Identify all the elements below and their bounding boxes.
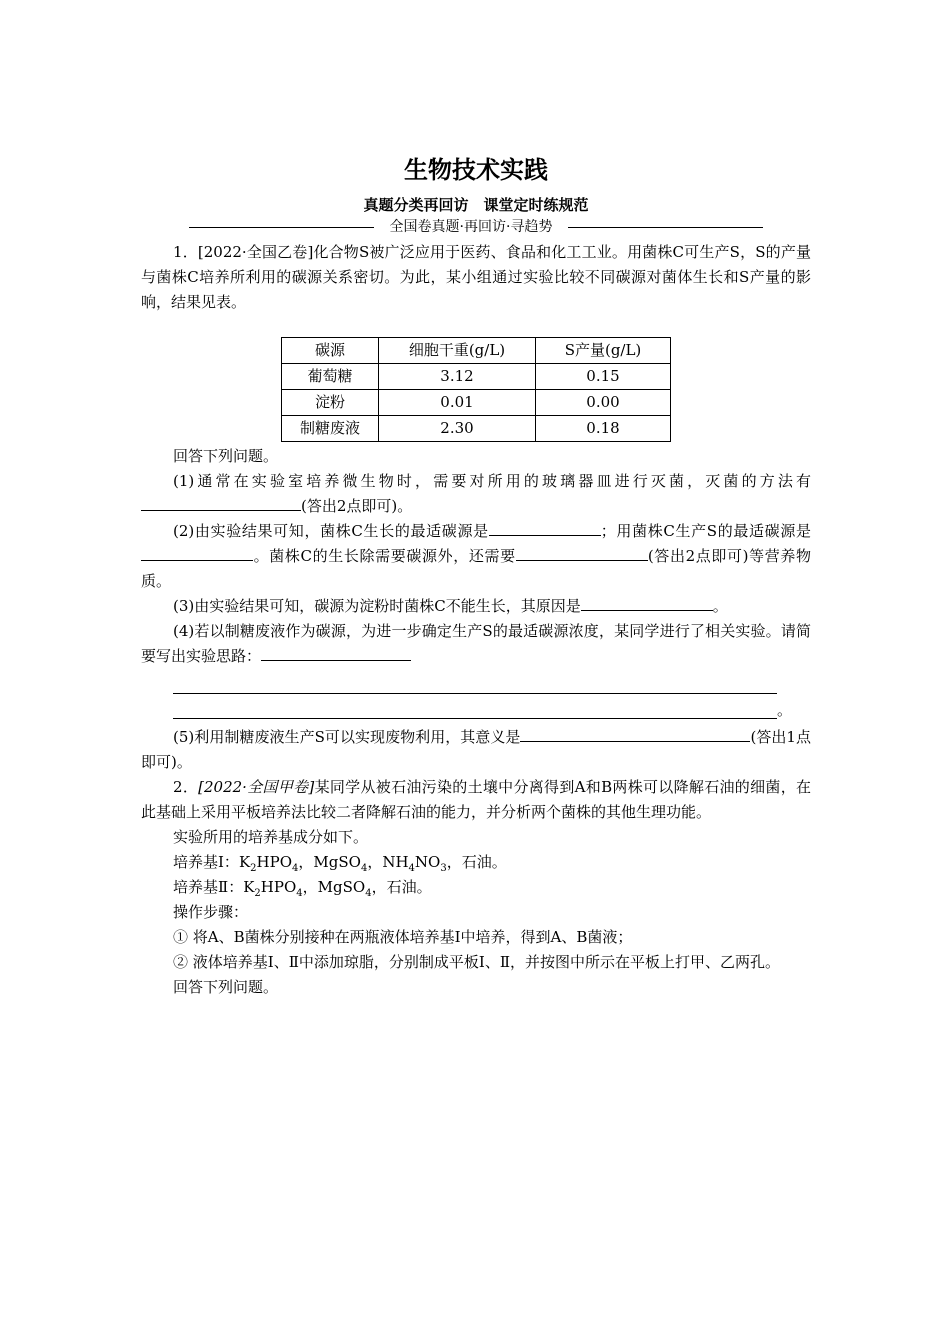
formula-part: HPO: [260, 878, 297, 896]
table-cell: 2.30: [379, 416, 536, 442]
table-cell: 0.15: [536, 364, 671, 390]
q2-stem-text: 某同学从被石油污染的土壤中分离得到A和B两株可以降解石油的细菌，在此基础上采用平板培养法比较二者降解石油的能力，并分析两个菌株的其他生理功能。: [141, 778, 811, 821]
q1-part3-suffix: 。: [712, 597, 728, 615]
medium-label: 培养基Ⅱ：: [173, 878, 244, 896]
formula-part: ，石油。: [371, 878, 432, 896]
q1-source: [2022·全国乙卷]: [197, 243, 314, 261]
q1-prompt: 回答下列问题。: [173, 447, 279, 465]
answer-blank[interactable]: [489, 519, 601, 536]
q1-table: [281, 337, 671, 442]
formula-part: ，MgSO: [298, 853, 361, 871]
formula-subscript: 4: [360, 863, 368, 874]
document-content: [141, 152, 811, 1000]
q1-part4-text: (4)若以制糖废液作为碳源，为进一步确定生产S的最适碳源浓度，某同学进行了相关实验。请简要写出实验思路：: [141, 622, 811, 665]
table-header-cell: 碳源: [282, 338, 379, 364]
formula-part: ，石油。: [446, 853, 507, 871]
table-header-cell: S产量(g/L): [536, 338, 671, 364]
answer-line[interactable]: [173, 675, 777, 694]
q1-number: 1．: [173, 243, 198, 261]
q1-part1-text: (1)通常在实验室培养微生物时，需要对所用的玻璃器皿进行灭菌，灭菌的方法有: [173, 472, 811, 490]
table-cell: 0.00: [536, 390, 671, 416]
formula-part: ，NH: [367, 853, 409, 871]
q2-step-1: ① 将A、B菌株分别接种在两瓶液体培养基Ⅰ中培养，得到A、B菌液；: [173, 928, 633, 946]
q2-prompt: 回答下列问题。: [173, 978, 279, 996]
formula-subscript: 2: [250, 863, 257, 874]
q2-medium-2: [141, 875, 811, 900]
table-cell: 葡萄糖: [282, 364, 379, 390]
q1-part4: [141, 619, 811, 669]
divider-line-left: [189, 227, 374, 228]
table-cell: 制糖废液: [282, 416, 379, 442]
formula-part: HPO: [256, 853, 293, 871]
section-heading-row: [141, 216, 811, 238]
q1-table-wrap: [141, 337, 811, 442]
answer-blank[interactable]: [520, 725, 750, 742]
formula-part: ，MgSO: [302, 878, 366, 896]
q1-stem: [141, 240, 811, 315]
formula-subscript: 3: [440, 863, 447, 874]
divider-line-right: [568, 227, 763, 228]
q2-medium-1: [141, 850, 811, 875]
q1-part2-text2: ；用菌株C生产S的最适碳源是: [600, 522, 811, 540]
answer-blank[interactable]: [516, 544, 648, 561]
formula-subscript: 4: [296, 888, 303, 899]
table-cell: 3.12: [379, 364, 536, 390]
answer-line[interactable]: [173, 700, 777, 719]
answer-blank[interactable]: [141, 544, 253, 561]
q1-part2-text: (2)由实验结果可知，菌株C生长的最适碳源是: [173, 522, 489, 540]
page-title: 生物技术实践: [404, 156, 548, 184]
q1-part5: [141, 725, 811, 775]
q1-part5-text: (5)利用制糖废液生产S可以实现废物利用，其意义是: [173, 728, 521, 746]
medium-label: 培养基Ⅰ：: [173, 853, 239, 871]
table-header-row: [282, 338, 671, 364]
q2-step-2: ② 液体培养基Ⅰ、Ⅱ中添加琼脂，分别制成平板Ⅰ、Ⅱ，并按图中所示在平板上打甲、乙两孔。: [173, 953, 781, 971]
q1-part2-suffix: (答出2点即可)等营养物质。: [141, 547, 812, 590]
q1-part5-suffix: (答出1点即可)。: [141, 728, 811, 771]
answer-blank[interactable]: [261, 644, 411, 661]
q1-part2: [141, 519, 811, 594]
formula-part: NO: [414, 853, 441, 871]
formula-part: K: [243, 878, 255, 896]
formula-subscript: 4: [408, 863, 415, 874]
formula-part: K: [238, 853, 251, 871]
q1-part1-suffix: (答出2点即可)。: [301, 497, 413, 515]
q1-part2-text3: 。菌株C的生长除需要碳源外，还需要: [253, 547, 516, 565]
q1-stem-text: 化合物S被广泛应用于医药、食品和化工工业。用菌株C可生产S，S的产量与菌株C培养所利用的碳源关系密切。为此，某小组通过实验比较不同碳源对菌体生长和S产量的影响，结果见表。: [141, 243, 811, 311]
table-row: [282, 364, 671, 390]
q2-number: 2．: [173, 778, 199, 796]
q2-steps-label: 操作步骤：: [173, 903, 249, 921]
answer-line-row: [141, 694, 811, 719]
table-cell: 0.01: [379, 390, 536, 416]
q2-media-intro: 实验所用的培养基成分如下。: [173, 828, 369, 846]
q2-source: [2022·全国甲卷]: [198, 778, 315, 796]
answer-blank[interactable]: [141, 494, 301, 511]
q1-part3-text: (3)由实验结果可知，碳源为淀粉时菌株C不能生长，其原因是: [173, 597, 581, 615]
table-header-cell: 细胞干重(g/L): [379, 338, 536, 364]
formula-subscript: 4: [292, 863, 299, 874]
formula-subscript: 2: [254, 888, 261, 899]
table-cell: 0.18: [536, 416, 671, 442]
page-subtitle: 真题分类再回访 课堂定时练规范: [363, 196, 589, 214]
q1-part3: [141, 594, 811, 619]
table-row: [282, 416, 671, 442]
section-heading: 全国卷真题·再回访·寻趋势: [389, 219, 553, 235]
table-cell: 淀粉: [282, 390, 379, 416]
table-row: [282, 390, 671, 416]
q1-part4-end: 。: [777, 701, 793, 719]
q1-part1: [141, 469, 811, 519]
answer-blank[interactable]: [581, 594, 713, 611]
q2-stem: [141, 775, 811, 825]
formula-subscript: 4: [365, 888, 372, 899]
